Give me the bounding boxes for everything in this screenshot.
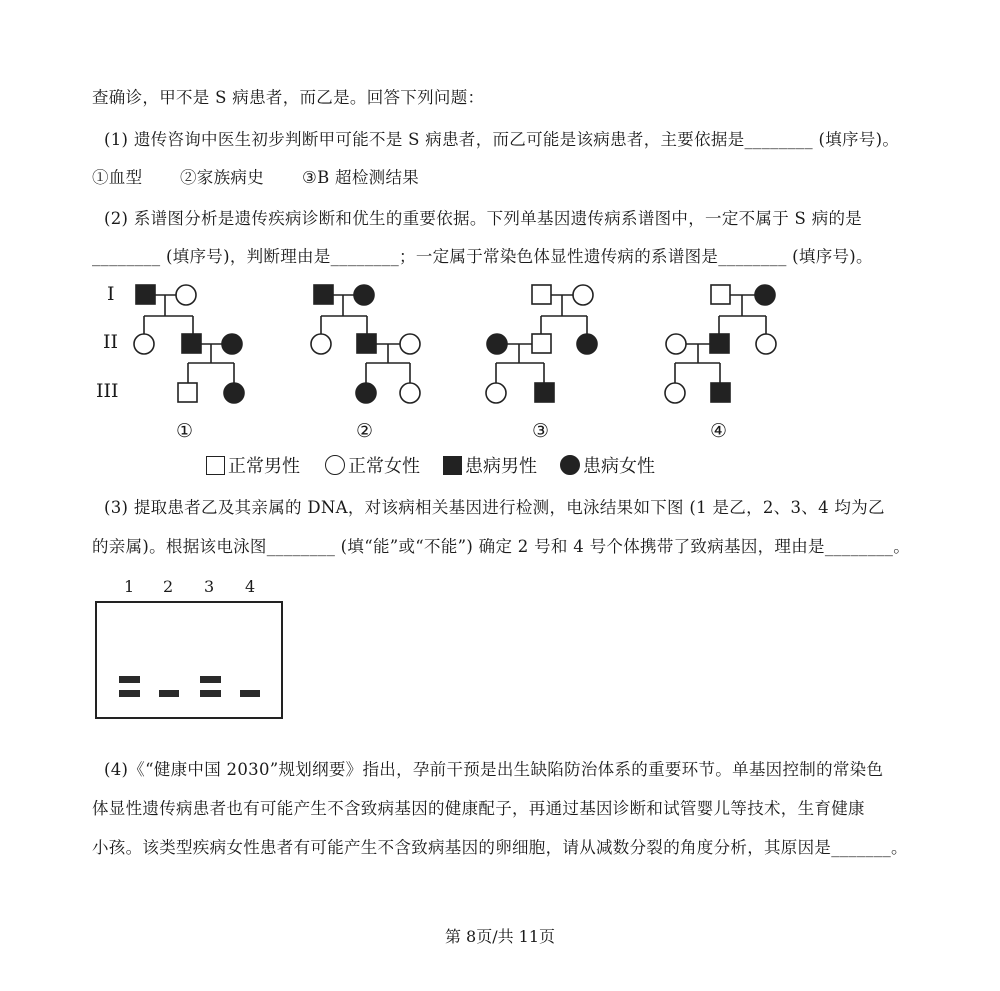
q1-option-3: ③B 超检测结果 <box>302 168 420 187</box>
p3-II-daughter <box>577 334 597 354</box>
p3-I-father <box>532 285 551 304</box>
pedigree-charts <box>0 0 1000 450</box>
gel-band-lane-1-band-2 <box>119 690 140 697</box>
p2-II-wife <box>400 334 420 354</box>
question-3-line-2: 的亲属)。根据该电泳图________ (填“能”或“不能”) 确定 2 号和 4 号个体携带了致病基因，理由是________。 <box>92 537 911 556</box>
gel-lane-label-4: 4 <box>245 577 256 596</box>
gel-band-lane-3-band-1 <box>200 676 221 683</box>
question-4-line-3: 小孩。该类型疾病女性患者有可能产生不含致病基因的卵细胞，请从减数分裂的角度分析，其原因是_______。 <box>92 838 908 857</box>
p3-I-mother <box>573 285 593 305</box>
p4-III-daughter <box>665 383 685 403</box>
gel-band-lane-1-band-1 <box>119 676 140 683</box>
q1-option-1: ①血型 <box>92 168 143 187</box>
legend-label: 正常女性 <box>348 456 420 477</box>
pedigree-number-3: ③ <box>532 420 550 442</box>
p1-II-daughter <box>134 334 154 354</box>
legend-affected-male <box>443 452 537 478</box>
p1-II-son <box>182 334 201 353</box>
p4-II-son <box>710 334 729 353</box>
generation-label-2: II <box>103 331 119 353</box>
legend-label: 患病女性 <box>583 456 655 477</box>
generation-label-1: I <box>107 283 115 305</box>
gel-lane-label-2: 2 <box>163 577 174 596</box>
question-4-line-2: 体显性遗传病患者也有可能产生不含致病基因的健康配子，再通过基因诊断和试管婴儿等技术，生育健康 <box>92 799 865 818</box>
filled-square-icon <box>443 456 462 475</box>
p3-II-wife <box>487 334 507 354</box>
legend-normal-female <box>325 452 420 478</box>
p1-II-wife <box>222 334 242 354</box>
intro-text: 查确诊，甲不是 S 病患者，而乙是。回答下列问题： <box>92 88 485 107</box>
question-2-line-1: (2) 系谱图分析是遗传疾病诊断和优生的重要依据。下列单基因遗传病系谱图中，一定不属于 S 病的是 <box>104 209 863 228</box>
gel-band-lane-4-band-2 <box>240 690 260 697</box>
legend-label: 患病男性 <box>465 456 537 477</box>
question-3-line-1: (3) 提取患者乙及其亲属的 DNA，对该病相关基因进行检测，电泳结果如下图 (1 是乙，2、3、4 均为乙 <box>104 498 885 517</box>
gel-lane-label-3: 3 <box>204 577 215 596</box>
p2-I-mother <box>354 285 374 305</box>
question-1: (1) 遗传咨询中医生初步判断甲可能不是 S 病患者，而乙可能是该病患者，主要依据是________ (填序号)。 <box>104 130 900 149</box>
question-2-line-2: ________ (填序号)，判断理由是________；一定属于常染色体显性遗传病的系谱图是________ (填序号)。 <box>92 247 873 266</box>
circle-icon <box>325 455 345 475</box>
pedigree-number-2: ② <box>356 420 374 442</box>
p4-II-daughter <box>756 334 776 354</box>
p3-III-daughter <box>486 383 506 403</box>
p4-I-father <box>711 285 730 304</box>
filled-circle-icon <box>560 455 580 475</box>
legend-normal-male <box>206 452 300 478</box>
pedigree-number-1: ① <box>176 420 194 442</box>
pedigree-number-4: ④ <box>710 420 728 442</box>
p2-III-daughter-2 <box>400 383 420 403</box>
p2-II-son <box>357 334 376 353</box>
generation-label-3: III <box>96 380 119 402</box>
p4-I-mother <box>755 285 775 305</box>
square-icon <box>206 456 225 475</box>
p1-III-daughter <box>224 383 244 403</box>
p2-II-daughter <box>311 334 331 354</box>
gel-lane-label-1: 1 <box>124 577 135 596</box>
question-4-line-1: (4)《“健康中国 2030”规划纲要》指出，孕前干预是出生缺陷防治体系的重要环节。单基因控制的常染色 <box>104 760 884 779</box>
p3-II-son <box>532 334 551 353</box>
q1-option-2: ②家族病史 <box>180 168 264 187</box>
p1-I-mother <box>176 285 196 305</box>
legend-affected-female <box>560 452 655 478</box>
p1-III-son <box>178 383 197 402</box>
electrophoresis-gel <box>95 601 283 719</box>
p4-II-wife <box>666 334 686 354</box>
p2-III-daughter <box>356 383 376 403</box>
gel-band-lane-3-band-2 <box>200 690 221 697</box>
p3-III-son <box>535 383 554 402</box>
page-footer: 第 8页/共 11页 <box>444 927 556 946</box>
gel-band-lane-2-band-2 <box>159 690 179 697</box>
legend-label: 正常男性 <box>228 456 300 477</box>
p1-I-father <box>136 285 155 304</box>
p2-I-father <box>314 285 333 304</box>
p4-III-son <box>711 383 730 402</box>
